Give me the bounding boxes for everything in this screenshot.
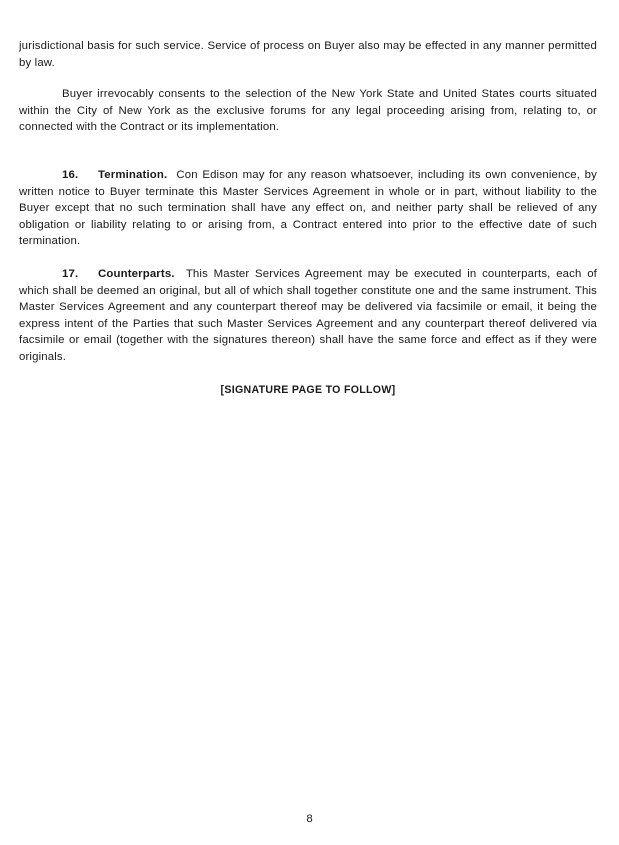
section-title: Counterparts. xyxy=(98,267,175,280)
section-17-counterparts xyxy=(19,266,597,366)
section-text: Con Edison may for any reason whatsoever, including its own convenience, by written notice to Buyer terminate this Master Services Agreement in whole or in part, without liability to the Buyer except that no such termination shall have any effect on, and neither party shall be relieved of any obligation or liability relating to or arising from, a Contract entered into prior to the effective date of such termination. xyxy=(19,168,597,248)
section-title: Termination. xyxy=(98,168,168,181)
paragraph-text: Buyer irrevocably consents to the selection of the New York State and United States courts situated within the City of New York as the exclusive forums for any legal proceeding arising from, relating to, or connected with the Contract or its implementation. xyxy=(19,88,597,134)
section-number: 16. xyxy=(62,168,79,181)
paragraph-text: jurisdictional basis for such service. Service of process on Buyer also may be effected in any manner permitted by law. xyxy=(19,40,597,69)
signature-page-note xyxy=(19,382,597,399)
document-body xyxy=(19,38,597,398)
page-number: 8 xyxy=(306,813,313,825)
section-text: This Master Services Agreement may be executed in counterparts, each of which shall be deemed an original, but all of which shall together constitute one and the same instrument. This Master Services Agreement and any counterpart thereof may be delivered via facsimile or email, it being the express intent of the Parties that such Master Services Agreement and any counterpart thereof delivered via facsimile or email (together with the signatures thereon) shall have the same force and effect as if they were originals. xyxy=(19,267,597,363)
paragraph-forum-consent xyxy=(19,86,597,136)
paragraph-service-of-process xyxy=(19,38,597,71)
section-number: 17. xyxy=(62,267,79,280)
signature-page-note-text: [SIGNATURE PAGE TO FOLLOW] xyxy=(220,383,396,396)
section-16-termination xyxy=(19,167,597,250)
